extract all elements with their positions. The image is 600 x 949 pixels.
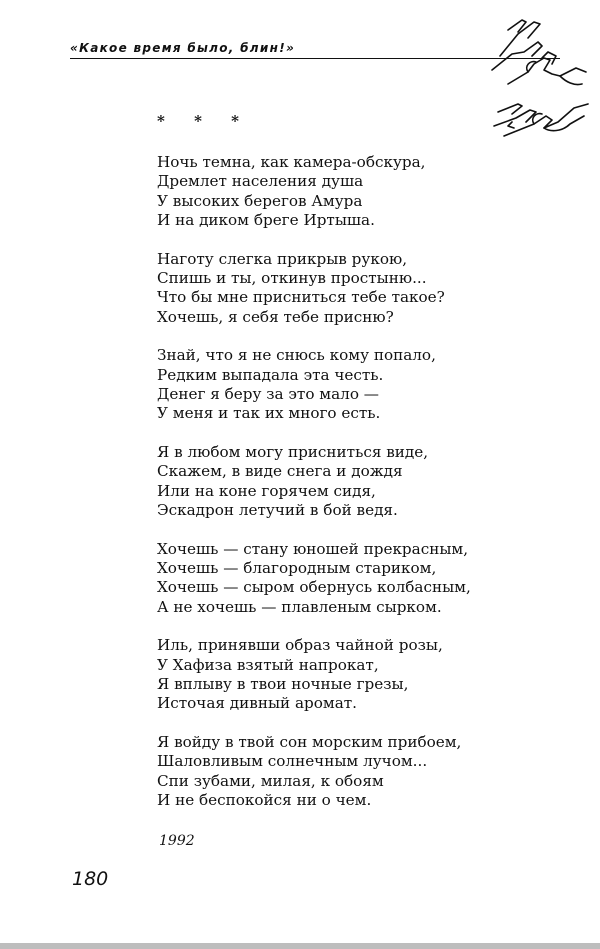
poem-line: Я вплыву в твои ночные грезы, xyxy=(157,674,409,693)
poem-year: 1992 xyxy=(159,833,195,849)
page-number: 180 xyxy=(72,868,109,890)
stanza xyxy=(157,153,497,231)
poem-line: Дремлет населения душа xyxy=(157,172,364,191)
poem-line: И не беспокойся ни о чем. xyxy=(157,790,372,809)
poem-line: Хочешь — стану юношей прекрасным, xyxy=(157,539,469,558)
poem-line: Скажем, в виде снега и дождя xyxy=(157,462,403,481)
poem-line: Наготу слегка прикрыв рукою, xyxy=(157,249,408,268)
stanza xyxy=(157,346,497,424)
poem-line: Я в любом могу присниться виде, xyxy=(157,442,429,461)
poem-line: У Хафиза взятый напрокат, xyxy=(157,655,379,674)
poem-line: У меня и так их много есть. xyxy=(157,404,381,423)
poem-line: А не хочешь — плавленым сырком. xyxy=(157,597,442,616)
poem-line: Спишь и ты, откинув простыню... xyxy=(157,269,427,288)
poem-line: Я войду в твой сон морским прибоем, xyxy=(157,732,462,751)
stanza xyxy=(157,540,497,618)
hand-gesture-icon xyxy=(478,12,596,142)
poem-line: Хочешь, я себя тебе присню? xyxy=(157,307,394,326)
poem-line: Эскадрон летучий в бой ведя. xyxy=(157,501,398,520)
poem-line: Иль, принявши образ чайной розы, xyxy=(157,636,443,655)
asterism: * * * xyxy=(157,112,251,130)
stanza xyxy=(157,733,497,811)
poem-line: Ночь темна, как камера-обскура, xyxy=(157,153,426,171)
stanza xyxy=(157,250,497,328)
stanza xyxy=(157,443,497,521)
poem-line: Знай, что я не снюсь кому попало, xyxy=(157,346,436,365)
bottom-strip xyxy=(0,943,600,949)
running-head: «Какое время было, блин!» xyxy=(70,41,296,55)
stanza xyxy=(157,636,497,714)
poem-line: Шаловливым солнечным лучом... xyxy=(157,752,428,771)
poem-line: Хочешь — сыром обернусь колбасным, xyxy=(157,578,471,597)
poem-line: И на диком бреге Иртыша. xyxy=(157,211,375,230)
poem-line: Редким выпадала эта честь. xyxy=(157,365,384,384)
poem xyxy=(157,153,497,829)
poem-line: Или на коне горячем сидя, xyxy=(157,481,376,500)
poem-line: У высоких берегов Амура xyxy=(157,191,363,210)
poem-line: Хочешь — благородным стариком, xyxy=(157,558,437,577)
poem-line: Источая дивный аромат. xyxy=(157,694,358,713)
poem-line: Что бы мне присниться тебе такое? xyxy=(157,288,445,307)
poem-line: Спи зубами, милая, к обоям xyxy=(157,771,384,790)
poem-line: Денег я беру за это мало — xyxy=(157,385,379,404)
